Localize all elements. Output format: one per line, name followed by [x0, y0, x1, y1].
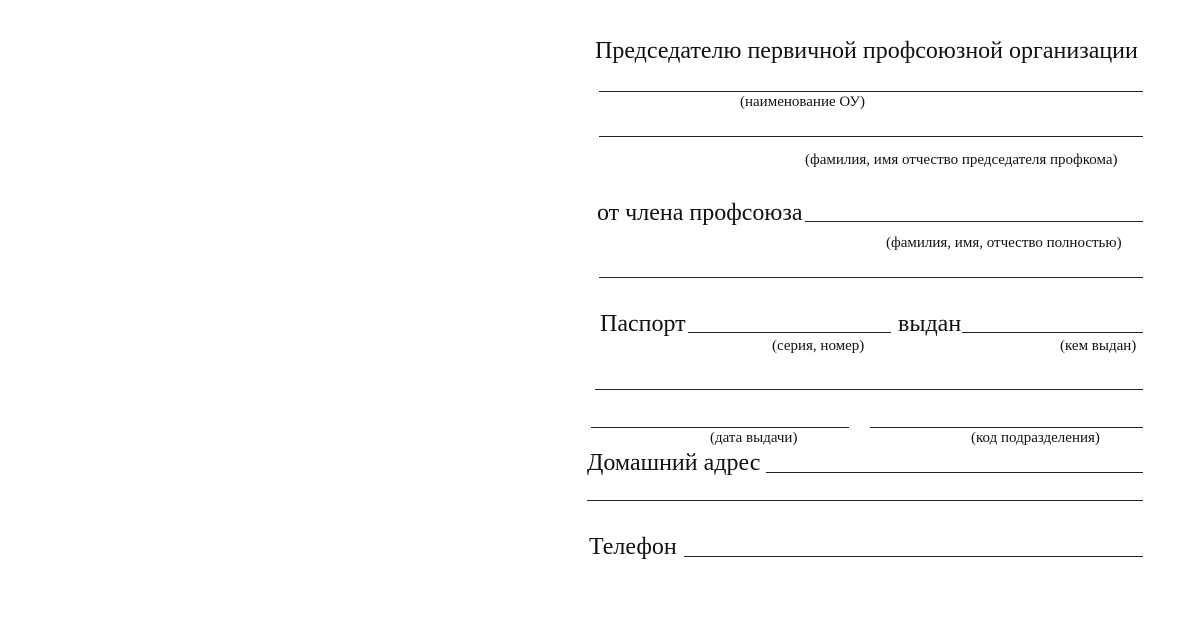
- address-label: Домашний адрес: [587, 450, 761, 476]
- member-name-caption: (фамилия, имя, отчество полностью): [886, 235, 1122, 251]
- phone-label: Телефон: [589, 534, 677, 560]
- address-field[interactable]: [766, 472, 1143, 473]
- chair-name-field[interactable]: [599, 136, 1143, 137]
- passport-date-caption: (дата выдачи): [710, 430, 798, 446]
- passport-issuer-field[interactable]: [962, 332, 1143, 333]
- member-label: от члена профсоюза: [597, 200, 803, 226]
- org-name-field[interactable]: [599, 91, 1143, 92]
- passport-issued-label: выдан: [898, 311, 962, 337]
- passport-label: Паспорт: [600, 311, 686, 337]
- member-name-field[interactable]: [805, 221, 1143, 222]
- passport-issuer-field-continued[interactable]: [595, 389, 1143, 390]
- passport-date-field[interactable]: [591, 427, 849, 428]
- passport-series-caption: (серия, номер): [772, 338, 865, 354]
- address-field-continued[interactable]: [587, 500, 1143, 501]
- passport-code-field[interactable]: [870, 427, 1143, 428]
- passport-code-caption: (код подразделения): [971, 430, 1100, 446]
- passport-series-field[interactable]: [688, 332, 891, 333]
- member-name-field-continued[interactable]: [599, 277, 1143, 278]
- phone-field[interactable]: [684, 556, 1143, 557]
- passport-issuer-caption: (кем выдан): [1060, 338, 1137, 354]
- org-name-caption: (наименование ОУ): [740, 94, 865, 110]
- addressee-heading: Председателю первичной профсоюзной организации: [595, 38, 1138, 64]
- chair-name-caption: (фамилия, имя отчество председателя профкома): [805, 152, 1118, 168]
